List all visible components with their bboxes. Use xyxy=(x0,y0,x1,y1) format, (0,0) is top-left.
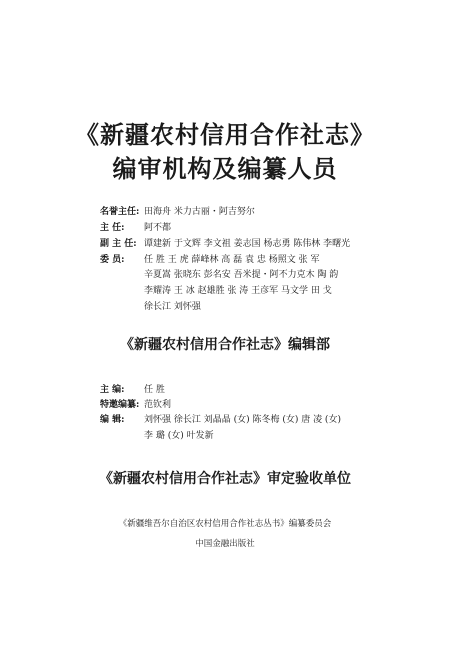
committee-label: 副 主 任: xyxy=(100,239,137,249)
editorial-names: 任 胜 xyxy=(144,385,165,395)
page-title xyxy=(0,118,450,186)
editorial-names: 范钦利 xyxy=(144,400,172,410)
review-title: 《新疆农村信用合作社志》审定验收单位 xyxy=(99,471,351,487)
committee-names: 阿不都 xyxy=(144,223,172,233)
committee-names: 徐长江 刘怀强 xyxy=(144,302,201,312)
committee-names: 辛夏嵩 张晓东 彭名安 吾米提・阿不力克木 陶 韵 xyxy=(144,270,339,280)
committee-label: 名誉主任: xyxy=(100,207,140,217)
committee-names: 李耀涛 王 冰 赵雄胜 张 涛 王彦军 马文学 田 戈 xyxy=(144,286,332,296)
committee-label: 主 任: xyxy=(100,223,125,233)
committee-names: 谭建新 于文辉 李文祖 姜志国 杨志勇 陈伟林 李曙光 xyxy=(144,239,351,249)
committee-names: 田海舟 米力古丽・阿吉努尔 xyxy=(144,207,255,217)
editorial-names: 李 璐 (女) 叶发新 xyxy=(144,431,214,441)
committee-names: 任 胜 王 虎 薛峰林 高 磊 袁 忠 杨照文 张 军 xyxy=(144,255,320,265)
editorial-title: 《新疆农村信用合作社志》编辑部 xyxy=(120,337,330,353)
review-unit-publisher: 中国金融出版社 xyxy=(195,539,255,549)
editorial-label: 主 编: xyxy=(100,385,125,395)
editorial-label: 编 辑: xyxy=(100,415,125,425)
review-unit-committee: 《新疆维吾尔自治区农村信用合作社志丛书》编纂委员会 xyxy=(118,519,332,529)
editorial-label: 特邀编纂: xyxy=(100,400,140,410)
title-line-2: 编审机构及编纂人员 xyxy=(112,154,338,183)
title-line-1: 《新疆农村信用合作社志》 xyxy=(75,120,375,149)
editorial-names: 刘怀强 徐长江 刘晶晶 (女) 陈冬梅 (女) 唐 凌 (女) xyxy=(144,415,341,425)
committee-label: 委 员: xyxy=(100,255,125,265)
